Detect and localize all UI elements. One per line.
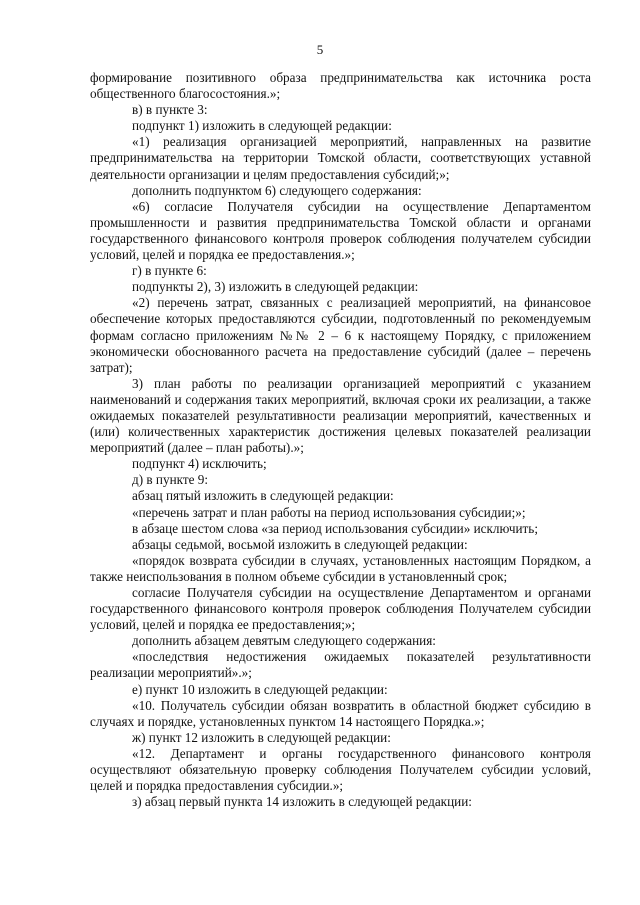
paragraph: г) в пункте 6: (132, 263, 207, 279)
paragraph: абзац пятый изложить в следующей редакции: (132, 488, 394, 504)
paragraph: подпункт 1) изложить в следующей редакции: (132, 118, 392, 134)
paragraph: ж) пункт 12 изложить в следующей редакции: (132, 729, 391, 745)
paragraph: «2) перечень затрат, связанных с реализацией мероприятий, на финансовое обеспечение которых предоставляются субсидии, подготовленный по рекомендуемым формам согласно приложениям №№ 2 – 6 к настоящему Порядку, с приложением экономически обоснованного расчета на предоставление субсидий (далее – перечень затрат); (90, 295, 591, 375)
paragraph: в) в пункте 3: (132, 102, 208, 118)
paragraph: «1) реализация организацией мероприятий, направленных на развитие предпринимательства на территории Томской области, соответствующих уставной деятельности организации и целям предоставления субсидий;»; (90, 134, 591, 182)
paragraph: е) пункт 10 изложить в следующей редакции: (132, 681, 388, 697)
paragraph: дополнить абзацем девятым следующего содержания: (132, 633, 436, 649)
paragraph: д) в пункте 9: (132, 472, 209, 488)
paragraph: «10. Получатель субсидии обязан возвратить в областной бюджет субсидию в случаях и порядке, установленных пунктом 14 настоящего Порядка.»; (90, 697, 591, 729)
document-body (90, 70, 591, 810)
paragraph: абзацы седьмой, восьмой изложить в следующей редакции: (132, 536, 468, 552)
paragraph: «последствия недостижения ожидаемых показателей результативности реализации мероприятий».»; (90, 649, 591, 681)
paragraph: согласие Получателя субсидии на осуществление Департаментом и органами государственного финансового контроля проверок соблюдения Получателем субсидии условий, целей и порядка ее предоставления;»; (90, 585, 591, 633)
paragraph: «порядок возврата субсидии в случаях, установленных настоящим Порядком, а также неиспользования в полном объеме субсидии в установленный срок; (90, 552, 591, 584)
paragraph: 3) план работы по реализации организацией мероприятий с указанием наименований и содержания таких мероприятий, включая сроки их реализации, а также ожидаемых показателей результативности реализации мероприятий, качественных и (или) количественных характеристик достижения целевых показателей реализации мероприятий (далее – план работы).»; (90, 375, 591, 456)
paragraph: формирование позитивного образа предпринимательства как источника роста общественного благосостояния.»; (90, 70, 591, 102)
paragraph: подпункты 2), 3) изложить в следующей редакции: (132, 279, 419, 295)
paragraph: подпункт 4) исключить; (132, 456, 267, 472)
paragraph: в абзаце шестом слова «за период использования субсидии» исключить; (132, 520, 538, 536)
page-number: 5 (316, 42, 324, 57)
paragraph: «перечень затрат и план работы на период использования субсидии;»; (132, 504, 526, 520)
paragraph: дополнить подпунктом 6) следующего содержания: (132, 182, 422, 198)
paragraph: «12. Департамент и органы государственного финансового контроля осуществляют обязательную проверку соблюдения Получателем субсидии условий, целей и порядка предоставления субсидии.»; (90, 745, 591, 794)
paragraph: «6) согласие Получателя субсидии на осуществление Департаментом промышленности и развития предпринимательства Томской области и органами государственного финансового контроля проверок соблюдения получателем субсидии условий, целей и порядка ее предоставления.»; (90, 198, 591, 263)
paragraph: з) абзац первый пункта 14 изложить в следующей редакции: (132, 794, 472, 810)
